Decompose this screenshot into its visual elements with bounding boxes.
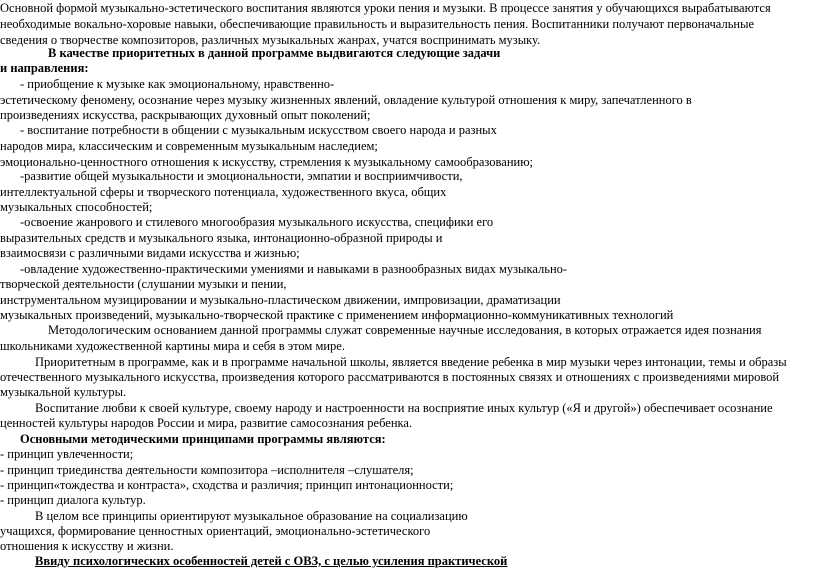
paragraph-intro-line-1: Основной формой музыкально-эстетического воспитания являются уроки пения и музыки. В процессе занятия у обучающихся вырабатываются: [0, 1, 771, 15]
list-item-4-line-2: выразительных средств и музыкального языка, интонационно-образной природы и: [0, 231, 443, 245]
paragraph-intro-line-3: сведения о творчестве композиторов, различных музыкальных жанрах, учатся воспринимать музыку.: [0, 33, 541, 47]
list-item-5-line-2: творческой деятельности (слушании музыки и пении,: [0, 277, 287, 291]
priorities-heading-line-2: и направления:: [0, 61, 89, 75]
principle-item-1: - принцип увлеченности;: [0, 447, 134, 461]
methodology-line-1: Методологическим основанием данной программы служат современные научные исследования, в которых отражается идея познания: [48, 323, 762, 337]
list-item-1-line-1: - приобщение к музыке как эмоциональному, нравственно-: [20, 77, 335, 91]
list-item-2-line-1: - воспитание потребности в общении с музыкальным искусством своего народа и разных: [20, 123, 497, 137]
priority-paragraph-line-2: отечественного музыкального искусства, произведения которого рассматриваются в постоянных связях и отношениях с произведениями мировой: [0, 370, 780, 384]
list-item-3-line-3: музыкальных способностей;: [0, 200, 153, 214]
upbringing-paragraph-line-1: Воспитание любви к своей культуре, своему народу и настроенности на восприятие иных культур («Я и другой») обеспечивает осознание: [35, 401, 773, 415]
paragraph-intro-line-2: необходимые вокально-хоровые навыки, обеспечивающие правильность и выразительность пения. Воспитанники получают первоначальные: [0, 17, 755, 31]
list-item-2-line-3: эмоционально-ценностного отношения к искусству, стремления к музыкальному самообразованию;: [0, 155, 534, 169]
list-item-5-line-4: музыкальных произведений, музыкально-творческой практике с применением информационно-коммуникативных технологий: [0, 308, 674, 322]
list-item-3-line-2: интеллектуальной сферы и творческого потенциала, художественного вкуса, общих: [0, 185, 447, 199]
summary-line-3: отношения к искусству и жизни.: [0, 539, 174, 553]
ovz-heading: Ввиду психологических особенностей детей с ОВЗ, с целью усиления практической: [35, 554, 508, 568]
upbringing-paragraph-line-2: ценностей культуры народов России и мира, развитие самосознания ребенка.: [0, 416, 413, 430]
principle-item-4: - принцип диалога культур.: [0, 493, 146, 507]
list-item-3-line-1: -развитие общей музыкальности и эмоциональности, эмпатии и восприимчивости,: [20, 169, 463, 183]
methodology-line-2: школьниками художественной картины мира и себя в этом мире.: [0, 339, 345, 353]
principle-item-3: - принцип«тождества и контраста», сходства и различия; принцип интонационности;: [0, 478, 454, 492]
list-item-1-line-3: произведениях искусства, раскрывающих духовный опыт поколений;: [0, 108, 371, 122]
priorities-heading-line-1: В качестве приоритетных в данной программе выдвигаются следующие задачи: [48, 46, 501, 60]
priority-paragraph-line-1: Приоритетным в программе, как и в программе начальной школы, является введение ребенка в мир музыки через интонации, темы и образы: [35, 355, 787, 369]
principles-heading: Основными методическими принципами программы являются:: [20, 432, 386, 446]
list-item-4-line-1: -освоение жанрового и стилевого многообразия музыкального искусства, специфики его: [20, 215, 494, 229]
list-item-4-line-3: взаимосвязи с различными видами искусства и жизнью;: [0, 246, 300, 260]
summary-line-1: В целом все принципы ориентируют музыкальное образование на социализацию: [35, 509, 468, 523]
list-item-5-line-3: инструментальном музицировании и музыкально-пластическом движении, импровизации, драматизации: [0, 293, 561, 307]
list-item-5-line-1: -овладение художественно-практическими умениями и навыками в разнообразных видах музыкально-: [20, 262, 568, 276]
summary-line-2: учащихся, формирование ценностных ориентаций, эмоционально-эстетического: [0, 524, 431, 538]
priority-paragraph-line-3: музыкальной культуры.: [0, 385, 127, 399]
list-item-1-line-2: эстетическому феномену, осознание через музыку жизненных явлений, овладение культурой отношения к миру, запечатленного в: [0, 93, 692, 107]
list-item-2-line-2: народов мира, классическим и современным музыкальным наследием;: [0, 139, 378, 153]
principle-item-2: - принцип триединства деятельности композитора –исполнителя –слушателя;: [0, 463, 414, 477]
